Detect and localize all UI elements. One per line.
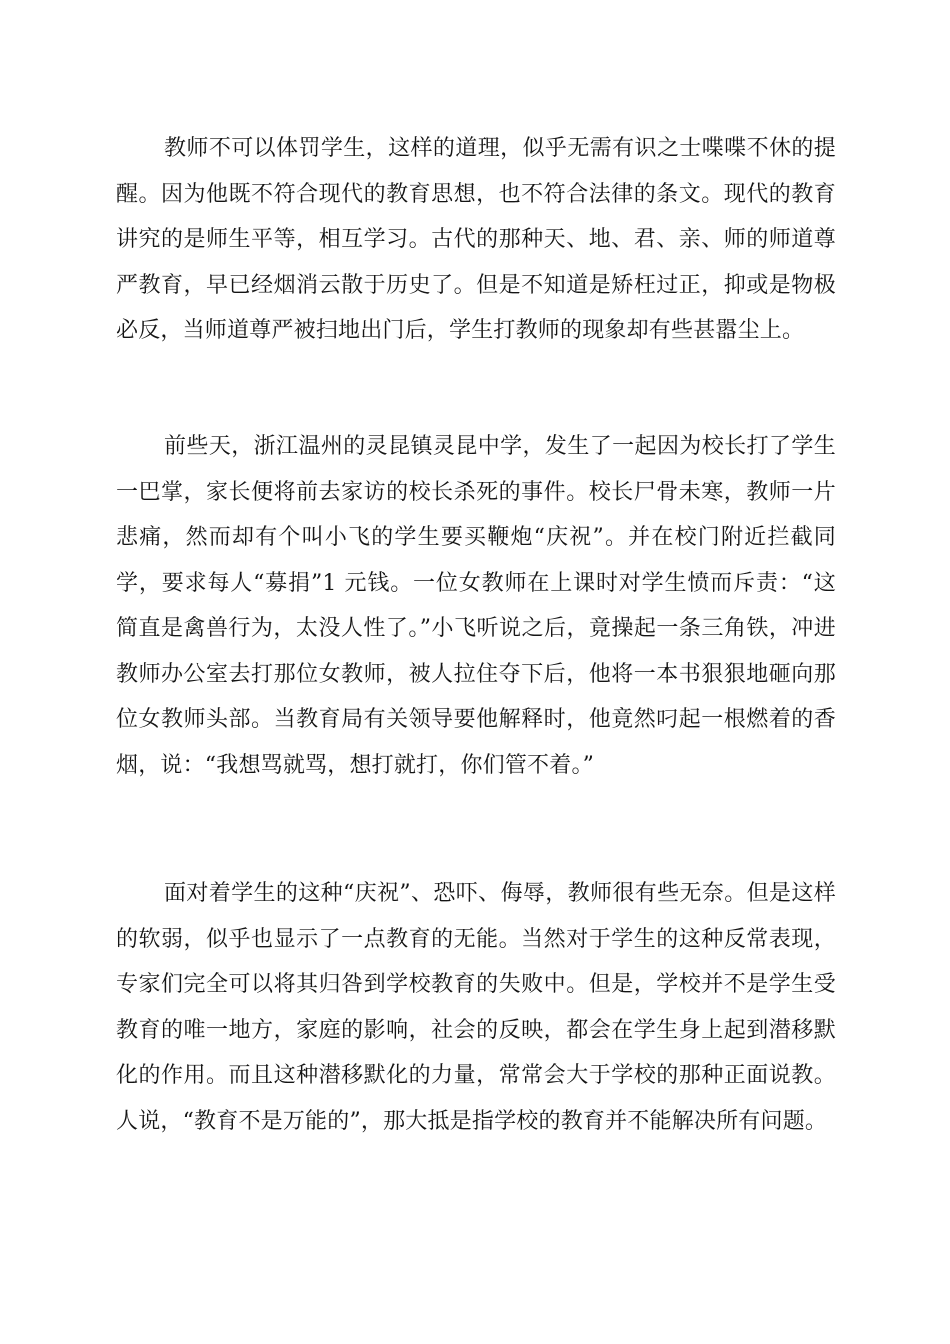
paragraph-1: 教师不可以体罚学生，这样的道理，似乎无需有识之士喋喋不休的提醒。因为他既不符合现代的教育思想，也不符合法律的条文。现代的教育讲究的是师生平等，相互学习。古代的那种天、地、君、亲、师的师道尊严教育，早已经烟消云散于历史了。但是不知道是矫枉过正，抑或是物极必反，当师道尊严被扫地出门后，学生打教师的现象却有些甚嚣尘上。 xyxy=(116,136,836,343)
paragraph-3: 面对着学生的这种“庆祝”、恐吓、侮辱，教师很有些无奈。但是这样的软弱，似乎也显示了一点教育的无能。当然对于学生的这种反常表现，专家们完全可以将其归咎到学校教育的失败中。但是，学校并不是学生受教育的唯一地方，家庭的影响，社会的反映，都会在学生身上起到潜移默化的作用。而且这种潜移默化的力量，常常会大于学校的那种正面说教。人说，“教育不是万能的”，那大抵是指学校的教育并不能解决所有问题。 xyxy=(116,881,836,1134)
paragraph-2: 前些天，浙江温州的灵昆镇灵昆中学，发生了一起因为校长打了学生一巴掌，家长便将前去家访的校长杀死的事件。校长尸骨未寒，教师一片悲痛，然而却有个叫小飞的学生要买鞭炮“庆祝”。并在校门附近拦截同学，要求每人“募捐”1 元钱。一位女教师在上课时对学生愤而斥责：“这简直是禽兽行为，太没人性了。”小飞听说之后，竟操起一条三角铁，冲进教师办公室去打那位女教师，被人拉住夺下后，他将一本书狠狠地砸向那位女教师头部。当教育局有关领导要他解释时，他竟然叼起一根燃着的香烟，说：“我想骂就骂，想打就打，你们管不着。” xyxy=(116,434,836,778)
